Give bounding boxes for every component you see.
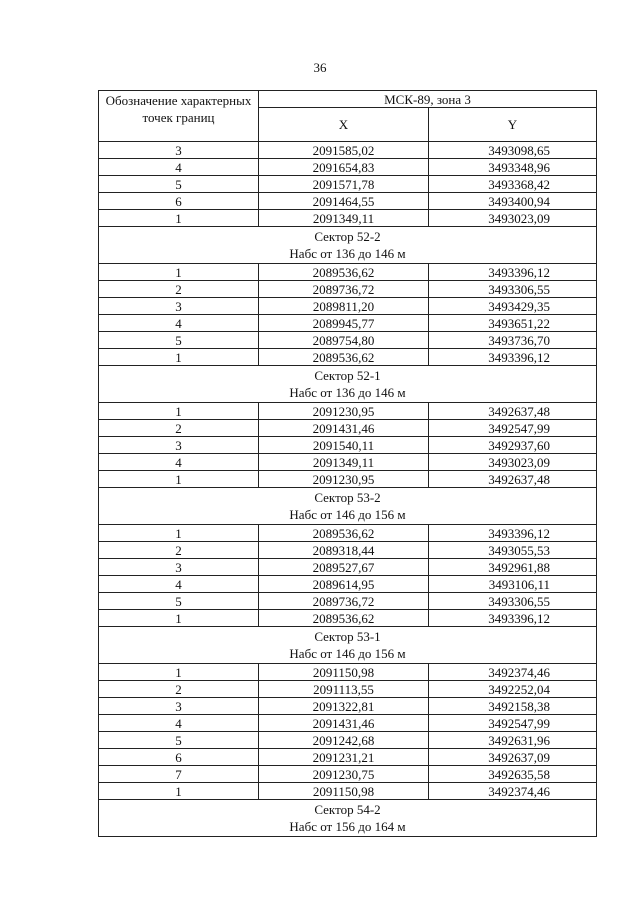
y-coordinate-cell: 3492374,46 [429,664,597,681]
point-number-cell: 3 [99,437,259,454]
point-number-cell: 3 [99,142,259,159]
x-coordinate-cell: 2091113,55 [259,681,429,698]
sector-cell [99,627,597,664]
x-coordinate-cell: 2091231,21 [259,749,429,766]
sector-row [99,627,597,664]
y-coordinate-cell: 3493396,12 [429,349,597,366]
point-number-cell: 6 [99,749,259,766]
x-coordinate-cell: 2089736,72 [259,281,429,298]
table-row [99,315,597,332]
x-coordinate-cell: 2091571,78 [259,176,429,193]
point-number-cell: 2 [99,681,259,698]
point-number-cell: 4 [99,576,259,593]
table-row [99,783,597,800]
point-number-cell: 4 [99,315,259,332]
sector-altitude-range: Набс от 136 до 146 м [289,246,406,261]
x-coordinate-cell: 2089527,67 [259,559,429,576]
x-coordinate-cell: 2089536,62 [259,264,429,281]
x-coordinate-cell: 2089754,80 [259,332,429,349]
x-coordinate-cell: 2091349,11 [259,210,429,227]
y-coordinate-cell: 3492637,09 [429,749,597,766]
point-number-cell: 1 [99,210,259,227]
point-number-cell: 2 [99,542,259,559]
table-row [99,159,597,176]
y-coordinate-cell: 3493023,09 [429,210,597,227]
sector-cell [99,227,597,264]
point-number-cell: 1 [99,264,259,281]
x-coordinate-cell: 2091464,55 [259,193,429,210]
y-coordinate-cell: 3492547,99 [429,420,597,437]
y-coordinate-cell: 3492374,46 [429,783,597,800]
x-coordinate-cell: 2091150,98 [259,664,429,681]
point-number-cell: 1 [99,349,259,366]
y-coordinate-cell: 3493396,12 [429,264,597,281]
point-number-cell: 2 [99,281,259,298]
sector-title: Сектор 53-1 [314,629,381,644]
header-point-label: Обозначение характерных точек границ [99,91,259,142]
x-coordinate-cell: 2091230,95 [259,403,429,420]
table-row [99,264,597,281]
x-coordinate-cell: 2091242,68 [259,732,429,749]
point-number-cell: 5 [99,176,259,193]
table-row [99,715,597,732]
x-coordinate-cell: 2089318,44 [259,542,429,559]
y-coordinate-cell: 3492158,38 [429,698,597,715]
y-coordinate-cell: 3492637,48 [429,471,597,488]
table-row [99,193,597,210]
x-coordinate-cell: 2091585,02 [259,142,429,159]
sector-cell [99,366,597,403]
table-row [99,454,597,471]
point-number-cell: 1 [99,471,259,488]
sector-title: Сектор 52-1 [314,368,381,383]
point-number-cell: 1 [99,664,259,681]
point-number-cell: 4 [99,159,259,176]
y-coordinate-cell: 3493429,35 [429,298,597,315]
x-coordinate-cell: 2089945,77 [259,315,429,332]
x-coordinate-cell: 2091230,95 [259,471,429,488]
point-number-cell: 1 [99,525,259,542]
x-coordinate-cell: 2091349,11 [259,454,429,471]
x-coordinate-cell: 2089536,62 [259,610,429,627]
y-coordinate-cell: 3492635,58 [429,766,597,783]
header-x: X [259,108,429,142]
sector-altitude-range: Набс от 136 до 146 м [289,385,406,400]
x-coordinate-cell: 2089811,20 [259,298,429,315]
point-number-cell: 2 [99,420,259,437]
table-row [99,525,597,542]
header-y: Y [429,108,597,142]
table-row [99,176,597,193]
x-coordinate-cell: 2089536,62 [259,349,429,366]
y-coordinate-cell: 3493306,55 [429,593,597,610]
y-coordinate-cell: 3493306,55 [429,281,597,298]
table-row [99,610,597,627]
y-coordinate-cell: 3493400,94 [429,193,597,210]
point-number-cell: 5 [99,332,259,349]
coordinates-table-body [99,91,597,837]
table-row [99,698,597,715]
point-number-cell: 1 [99,783,259,800]
sector-row [99,366,597,403]
sector-altitude-range: Набс от 156 до 164 м [289,819,406,834]
x-coordinate-cell: 2091431,46 [259,715,429,732]
y-coordinate-cell: 3492252,04 [429,681,597,698]
point-number-cell: 6 [99,193,259,210]
table-row [99,542,597,559]
y-coordinate-cell: 3493348,96 [429,159,597,176]
y-coordinate-cell: 3493651,22 [429,315,597,332]
y-coordinate-cell: 3493736,70 [429,332,597,349]
table-row [99,766,597,783]
y-coordinate-cell: 3493396,12 [429,525,597,542]
y-coordinate-cell: 3492637,48 [429,403,597,420]
table-row [99,349,597,366]
table-row [99,732,597,749]
page-number: 36 [313,60,327,75]
table-row [99,420,597,437]
point-number-cell: 4 [99,715,259,732]
y-coordinate-cell: 3492937,60 [429,437,597,454]
point-number-cell: 3 [99,298,259,315]
y-coordinate-cell: 3492961,88 [429,559,597,576]
y-coordinate-cell: 3493098,65 [429,142,597,159]
sector-row [99,227,597,264]
x-coordinate-cell: 2089736,72 [259,593,429,610]
y-coordinate-cell: 3492631,96 [429,732,597,749]
x-coordinate-cell: 2091230,75 [259,766,429,783]
table-row [99,403,597,420]
sector-row [99,488,597,525]
point-number-cell: 5 [99,593,259,610]
x-coordinate-cell: 2091654,83 [259,159,429,176]
sector-title: Сектор 53-2 [314,490,381,505]
point-number-cell: 3 [99,559,259,576]
sector-row [99,800,597,837]
point-number-cell: 1 [99,610,259,627]
table-row [99,298,597,315]
sector-cell [99,488,597,525]
sector-altitude-range: Набс от 146 до 156 м [289,646,406,661]
y-coordinate-cell: 3493368,42 [429,176,597,193]
table-row [99,142,597,159]
sector-title: Сектор 54-2 [314,802,381,817]
y-coordinate-cell: 3492547,99 [429,715,597,732]
table-row [99,210,597,227]
point-number-cell: 7 [99,766,259,783]
sector-title: Сектор 52-2 [314,229,381,244]
table-row [99,559,597,576]
table-row [99,281,597,298]
table-row [99,681,597,698]
sector-altitude-range: Набс от 146 до 156 м [289,507,406,522]
x-coordinate-cell: 2091540,11 [259,437,429,454]
table-row [99,332,597,349]
table-row [99,593,597,610]
table-header-row [99,91,597,108]
y-coordinate-cell: 3493106,11 [429,576,597,593]
point-number-cell: 4 [99,454,259,471]
y-coordinate-cell: 3493055,53 [429,542,597,559]
header-coordinate-system: МСК-89, зона 3 [259,91,597,108]
sector-cell [99,800,597,837]
point-number-cell: 1 [99,403,259,420]
y-coordinate-cell: 3493396,12 [429,610,597,627]
x-coordinate-cell: 2089614,95 [259,576,429,593]
table-row [99,664,597,681]
x-coordinate-cell: 2091322,81 [259,698,429,715]
table-row [99,437,597,454]
point-number-cell: 3 [99,698,259,715]
table-row [99,471,597,488]
x-coordinate-cell: 2091431,46 [259,420,429,437]
x-coordinate-cell: 2091150,98 [259,783,429,800]
y-coordinate-cell: 3493023,09 [429,454,597,471]
coordinates-table [98,90,597,837]
x-coordinate-cell: 2089536,62 [259,525,429,542]
table-row [99,749,597,766]
table-row [99,576,597,593]
point-number-cell: 5 [99,732,259,749]
